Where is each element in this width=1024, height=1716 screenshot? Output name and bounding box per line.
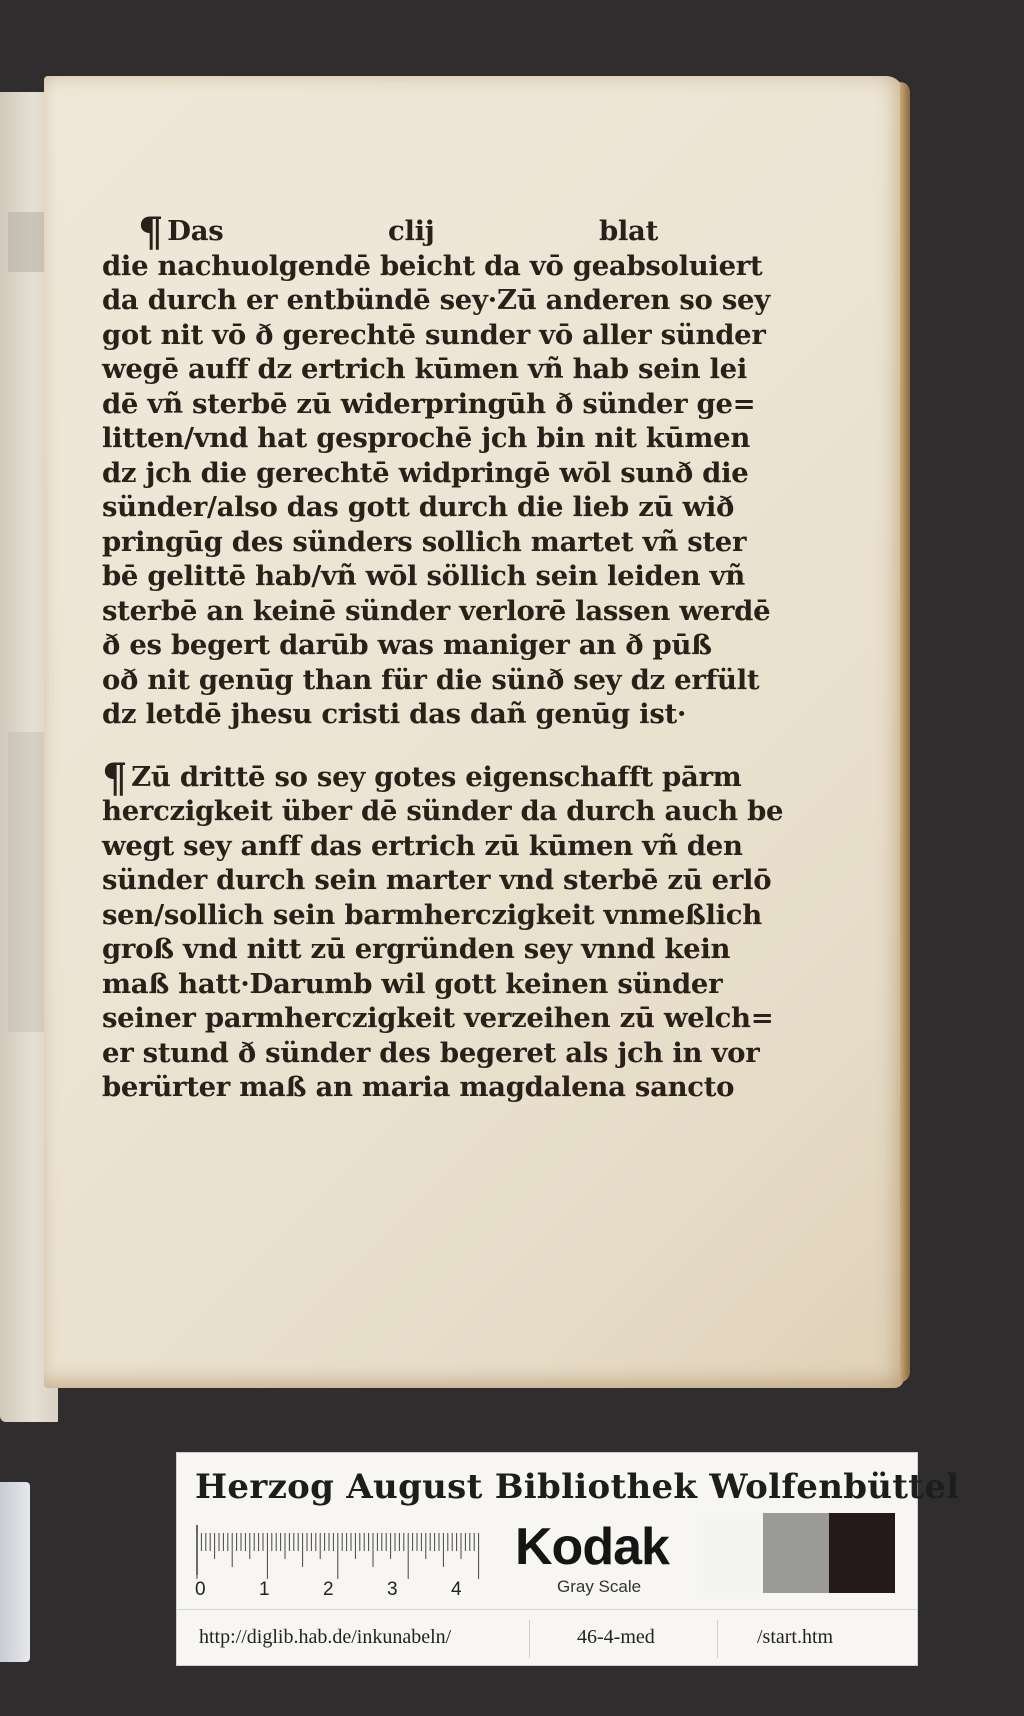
library-title: Herzog August Bibliothek Wolfenbüttel xyxy=(195,1467,960,1507)
swatch-gray xyxy=(763,1513,829,1593)
url-left: http://diglib.hab.de/inkunabeln/ xyxy=(199,1626,452,1648)
text-line: dz letdē jhesu cristi das dañ genūg ist· xyxy=(102,698,687,730)
text-line: litten/vnd hat gesprochē jch bin nit kūmen xyxy=(102,422,751,454)
text-line: wegē auff dz ertrich kūmen vñ hab sein lei xyxy=(102,353,748,385)
header-right: blat xyxy=(598,215,658,247)
text-line: pringūg des sünders sollich martet vñ ster xyxy=(102,525,747,558)
page-stain xyxy=(8,732,44,1032)
book-page xyxy=(44,76,904,1388)
ruler-number: 4 xyxy=(451,1579,462,1600)
swatch-white xyxy=(697,1513,763,1593)
gray-scale-caption: Gray Scale xyxy=(557,1577,642,1596)
page-text xyxy=(102,209,784,1105)
text-line: sterbē an keinē sünder verlorē lassen werdē xyxy=(102,594,771,627)
ruler-number: 0 xyxy=(195,1579,206,1600)
page-stain xyxy=(8,212,44,272)
divider xyxy=(529,1620,530,1658)
header-left: Das xyxy=(167,215,224,247)
text-line: dz jch die gerechtē widpringē wōl sunð die xyxy=(102,456,749,489)
kodak-logo: Kodak xyxy=(515,1518,669,1576)
text-line: da durch er entbündē sey·Zū anderen so sey xyxy=(102,284,770,316)
text-line xyxy=(102,754,762,802)
text-line: herczigkeit über dē sünder da durch auch be xyxy=(102,795,784,827)
page-header xyxy=(102,209,658,256)
text-line: sünder/also das gott durch die lieb zū wið xyxy=(102,491,735,523)
text-line: bē gelittē hab/vñ wōl söllich sein leiden vñ xyxy=(102,560,745,592)
text-line-content: Zū drittē so sey gotes eigenschafft pārm xyxy=(131,760,742,793)
text-line: wegt sey anff das ertrich zū kūmen vñ den xyxy=(102,829,743,862)
color-target-label xyxy=(176,1452,960,1666)
folio-number: clij xyxy=(388,215,435,247)
paragraph-2 xyxy=(102,754,784,1105)
text-line: sen/sollich sein barmherczigkeit vnmeßlich xyxy=(102,898,762,931)
pilcrow-icon: ¶ xyxy=(102,754,128,802)
text-line: groß vnd nitt zū ergründen sey vnnd kein xyxy=(102,933,731,965)
url-right: /start.htm xyxy=(757,1626,834,1648)
swatch-black xyxy=(829,1513,895,1593)
pilcrow-icon: ¶ xyxy=(138,209,164,256)
ruler xyxy=(195,1525,485,1595)
text-line: er stund ð sünder des begeret als jch in vor xyxy=(102,1036,760,1069)
text-line: oð nit genūg than für die sünð sey dz erfült xyxy=(102,663,760,696)
text-line: ð es begert darūb was maniger an ð pūß xyxy=(102,629,712,661)
ruler-number: 1 xyxy=(259,1579,270,1600)
paragraph-1 xyxy=(102,249,771,732)
ruler-number: 3 xyxy=(387,1579,398,1600)
ruler-number: 2 xyxy=(323,1579,334,1600)
text-line: seiner parmherczigkeit verzeihen zū welch= xyxy=(102,1002,774,1034)
text-line: sünder durch sein marter vnd sterbē zū erlō xyxy=(102,864,772,896)
text-line: maß hatt·Darumb wil gott keinen sünder xyxy=(102,967,723,1000)
text-line: got nit vō ð gerechtē sunder vō aller sünder xyxy=(102,318,766,351)
text-line: berürter maß an maria magdalena sancto xyxy=(102,1071,735,1103)
divider xyxy=(717,1620,718,1658)
url-row xyxy=(177,1609,917,1666)
shelf-tag xyxy=(0,1482,30,1662)
text-line: die nachuolgendē beicht da vō geabsoluiert xyxy=(102,249,763,282)
url-middle: 46-4-med xyxy=(577,1626,655,1648)
text-line: dē vñ sterbē zū widerpringūh ð sünder ge= xyxy=(102,387,756,420)
